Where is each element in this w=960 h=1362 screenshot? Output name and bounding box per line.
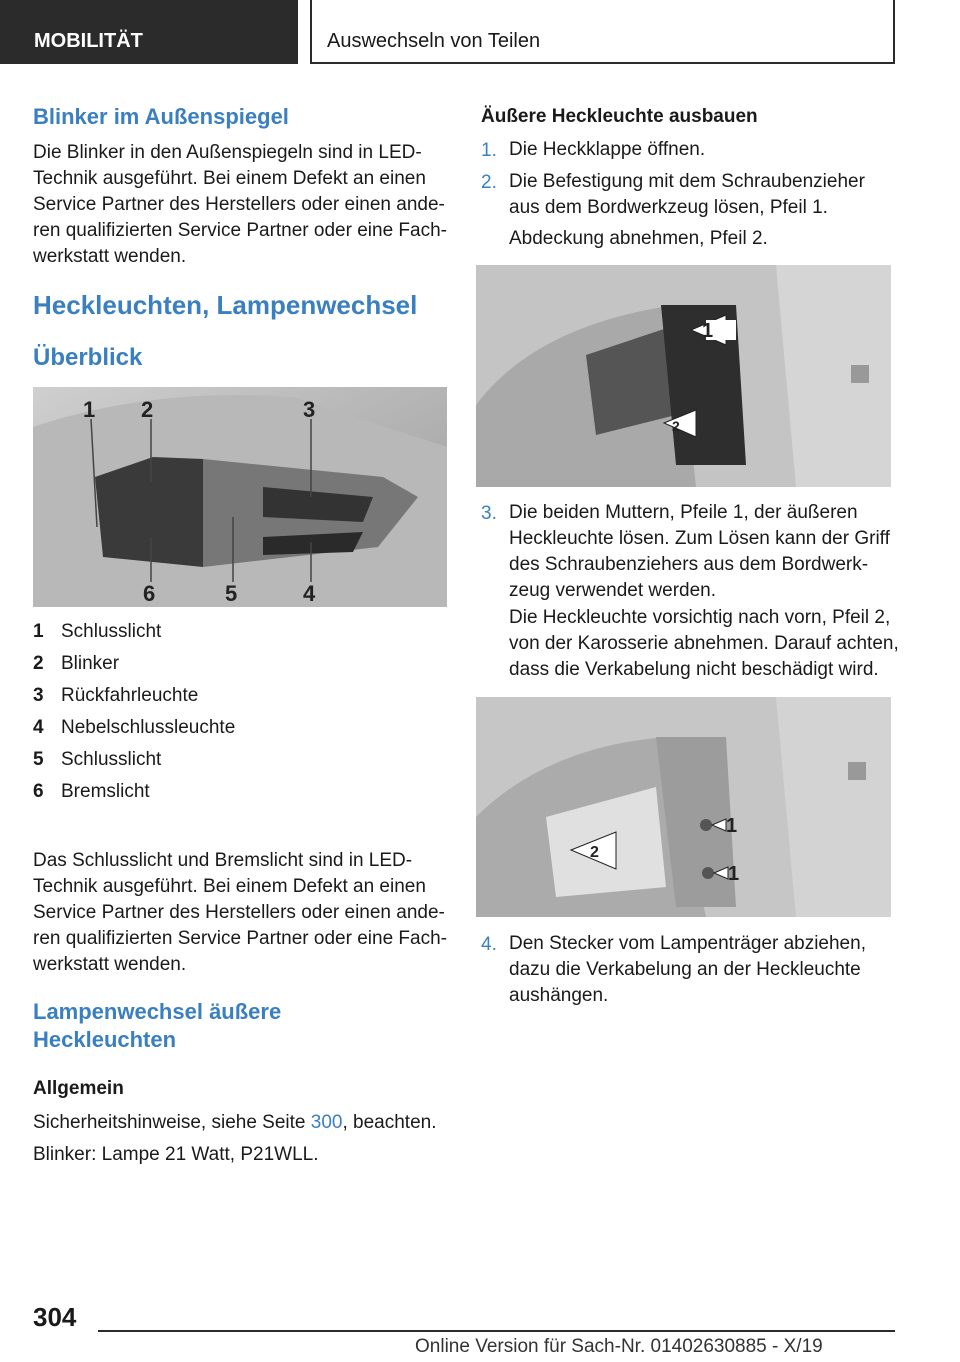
legend-number: 2	[33, 653, 44, 674]
figure-label-1a: 1	[726, 815, 738, 837]
safety-text-end: , beachten.	[342, 1112, 437, 1133]
safety-note	[33, 1110, 437, 1136]
step-text	[509, 931, 866, 1009]
text-line: Die Befestigung mit dem Schraubenzieher	[509, 171, 865, 192]
figure-label-1: 1	[702, 320, 714, 342]
step-number: 3.	[481, 503, 497, 524]
step-text	[509, 137, 705, 163]
legend-number: 5	[33, 749, 44, 770]
figure-label-3: 3	[303, 397, 316, 422]
heading-ueberblick: Überblick	[33, 344, 143, 371]
text-line: dazu die Verkabelung an der Heckleuchte	[509, 959, 861, 980]
legend-number: 3	[33, 685, 44, 706]
step-extra	[509, 226, 768, 252]
legend-number: 6	[33, 781, 44, 802]
heading-line: Lampenwechsel äußere	[33, 999, 282, 1024]
legend-text: Schlusslicht	[61, 749, 162, 770]
figure-label-6: 6	[143, 581, 156, 606]
online-version-note: Online Version für Sach-Nr. 01402630885 - X/19	[415, 1336, 823, 1357]
legend-item	[33, 749, 161, 771]
text-line: aus dem Bordwerkzeug lösen, Pfeil 1.	[509, 197, 828, 218]
figure-label-2: 2	[590, 844, 599, 861]
legend-text: Schlusslicht	[61, 621, 162, 642]
text-line: Technik ausgeführt. Bei einem Defekt an einen	[33, 876, 426, 897]
safety-text: Sicherheitshinweise, siehe Seite	[33, 1112, 311, 1133]
heading-heckleuchten: Heckleuchten, Lampenwechsel	[33, 290, 418, 320]
paragraph-blinker	[33, 140, 453, 270]
figure-label-4: 4	[303, 581, 316, 606]
section-tab: MOBILITÄT	[0, 0, 298, 64]
legend-item	[33, 685, 198, 707]
page-number: 304	[33, 1302, 77, 1332]
legend-item	[33, 781, 150, 803]
blinker-lamp-spec: Blinker: Lampe 21 Watt, P21WLL.	[33, 1144, 319, 1165]
lamp-left-segment	[95, 457, 203, 567]
text-line: Heckleuchte lösen. Zum Lösen kann der Griff	[509, 528, 890, 549]
heading-blinker: Blinker im Außenspiegel	[33, 104, 289, 129]
text-line: dass die Verkabelung nicht beschädigt wird.	[509, 659, 879, 680]
text-line: ren qualifizierten Service Partner oder eine Fach-	[33, 928, 447, 949]
text-line: Service Partner des Herstellers oder einen ande-	[33, 902, 445, 923]
text-line: Die beiden Muttern, Pfeile 1, der äußeren	[509, 502, 858, 523]
step-text	[509, 500, 890, 604]
heading-lampenwechsel	[33, 998, 281, 1054]
cover-removal-figure	[476, 265, 891, 487]
text-line: werkstatt wenden.	[33, 246, 187, 267]
text-line: aushängen.	[509, 985, 609, 1006]
heading-ausbauen: Äußere Heckleuchte ausbauen	[481, 106, 758, 127]
taillight-overview-figure	[33, 387, 447, 607]
text-line: werkstatt wenden.	[33, 954, 187, 975]
step-number: 2.	[481, 172, 497, 193]
chapter-title: Auswechseln von Teilen	[310, 0, 895, 64]
heading-line: Heckleuchten	[33, 1027, 177, 1052]
legend-text: Rückfahrleuchte	[61, 685, 199, 706]
step-number: 4.	[481, 934, 497, 955]
text-line: Technik ausgeführt. Bei einem Defekt an einen	[33, 168, 426, 189]
text-line: Service Partner des Herstellers oder einen ande-	[33, 194, 445, 215]
figure-label-2: 2	[141, 397, 154, 422]
text-line: des Schraubenziehers aus dem Bordwerk-	[509, 554, 869, 575]
figure-label-2: 2	[672, 418, 680, 434]
text-line: Abdeckung abnehmen, Pfeil 2.	[509, 228, 768, 249]
legend-item	[33, 621, 161, 643]
legend-text: Nebelschlussleuchte	[61, 717, 236, 738]
text-line: zeug verwendet werden.	[509, 580, 717, 601]
step-text	[509, 169, 865, 221]
text-line: Den Stecker vom Lampenträger abziehen,	[509, 933, 866, 954]
heading-allgemein: Allgemein	[33, 1078, 124, 1099]
figure-label-1b: 1	[728, 863, 740, 885]
legend-item	[33, 717, 235, 739]
text-line: Das Schlusslicht und Bremslicht sind in LED-	[33, 850, 413, 871]
page-link[interactable]: 300	[310, 1112, 343, 1133]
legend-text: Bremslicht	[61, 781, 150, 802]
text-line: Die Blinker in den Außenspiegeln sind in LED-	[33, 142, 422, 163]
legend-number: 1	[33, 621, 44, 642]
paragraph-schlusslicht	[33, 848, 453, 978]
step-number: 1.	[481, 140, 497, 161]
text-line: Die Heckklappe öffnen.	[509, 139, 706, 160]
legend-number: 4	[33, 717, 44, 738]
step-extra	[509, 605, 899, 683]
text-line: ren qualifizierten Service Partner oder eine Fach-	[33, 220, 447, 241]
figure-label-5: 5	[225, 581, 238, 606]
legend-text: Blinker	[61, 653, 120, 674]
text-line: von der Karosserie abnehmen. Darauf achten,	[509, 633, 899, 654]
text-line: Die Heckleuchte vorsichtig nach vorn, Pfeil 2,	[509, 607, 891, 628]
footer-rule	[98, 1330, 895, 1332]
nut-removal-figure	[476, 697, 891, 917]
legend-item	[33, 653, 119, 675]
figure-label-1: 1	[83, 397, 96, 422]
